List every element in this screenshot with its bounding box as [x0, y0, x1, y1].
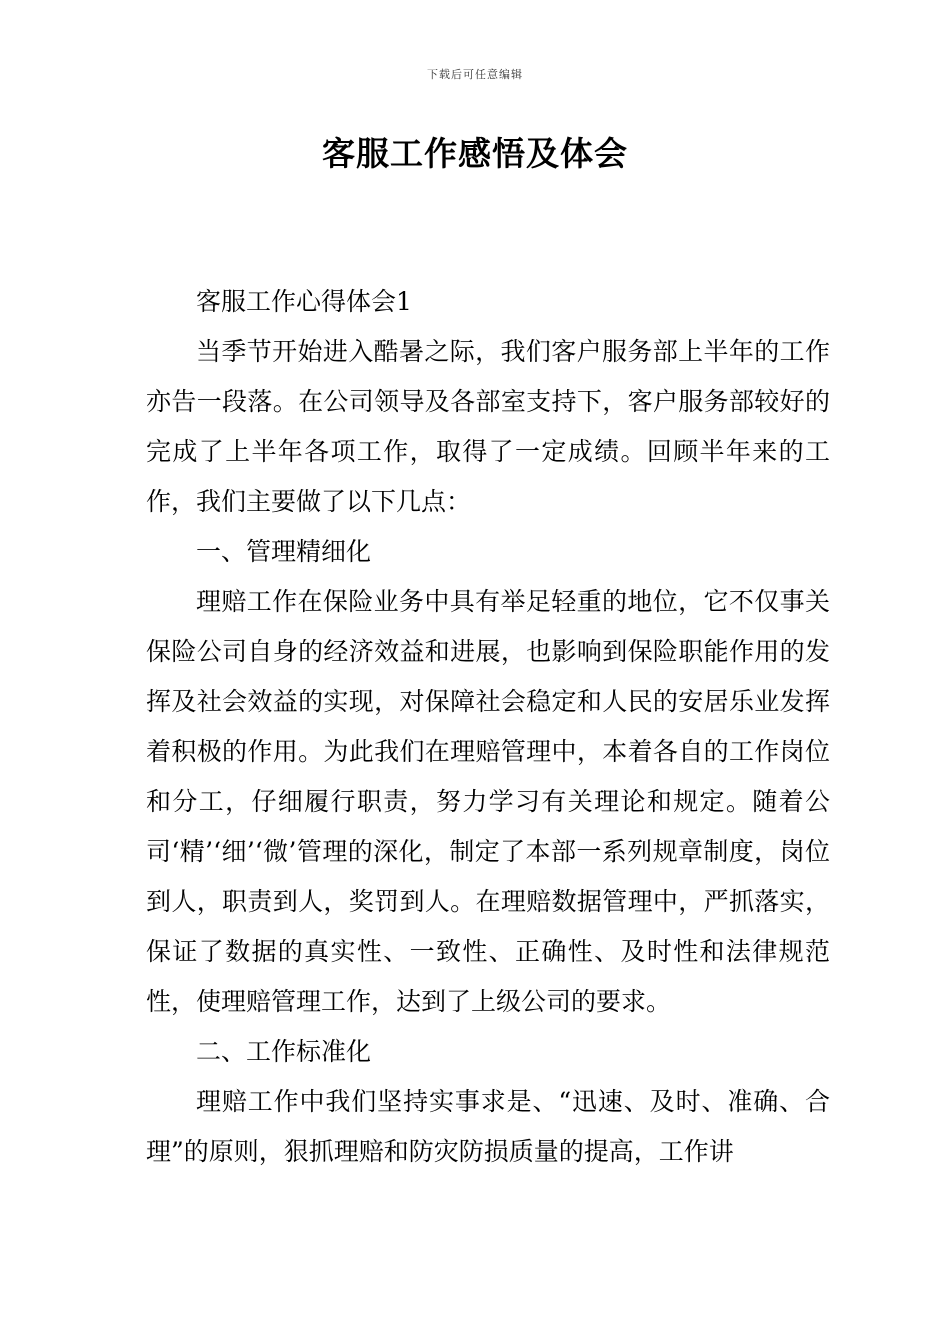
paragraph-management: 理赔工作在保险业务中具有举足轻重的地位，它不仅事关保险公司自身的经济效益和进展，也影响到保险职能作用的发挥及社会效益的实现，对保障社会稳定和人民的安居乐业发挥着积极的作用。为此我们在理赔管理中，本着各自的工作岗位和分工，仔细履行职责，努力学习有关理论和规定。随着公司‘精’‘细’‘微’管理的深化，制定了本部一系列规章制度，岗位到人，职责到人，奖罚到人。在理赔数据管理中，严抓落实，保证了数据的真实性、一致性、正确性、及时性和法律规范性，使理赔管理工作，达到了上级公司的要求。 — [146, 587, 830, 1016]
paragraph-subheading-2: 二、工作标准化 — [196, 1037, 372, 1066]
paragraph-section-heading: 客服工作心得体会1 — [196, 287, 412, 316]
paragraph-intro: 当季节开始进入酷暑之际，我们客户服务部上半年的工作亦告一段落。在公司领导及各部室支持下，客户服务部较好的完成了上半年各项工作，取得了一定成绩。回顾半年来的工作，我们主要做了以下几点： — [146, 337, 830, 516]
paragraph-subheading-1: 一、管理精细化 — [196, 537, 372, 566]
document-body — [146, 277, 830, 1177]
header-note: 下载后可任意编辑 — [427, 68, 523, 81]
paragraph-standardization: 理赔工作中我们坚持实事求是、“迅速、及时、准确、合理”的原则，狠抓理赔和防灾防损质量的提高，工作讲 — [146, 1087, 830, 1166]
document-title: 客服工作感悟及体会 — [322, 134, 628, 173]
